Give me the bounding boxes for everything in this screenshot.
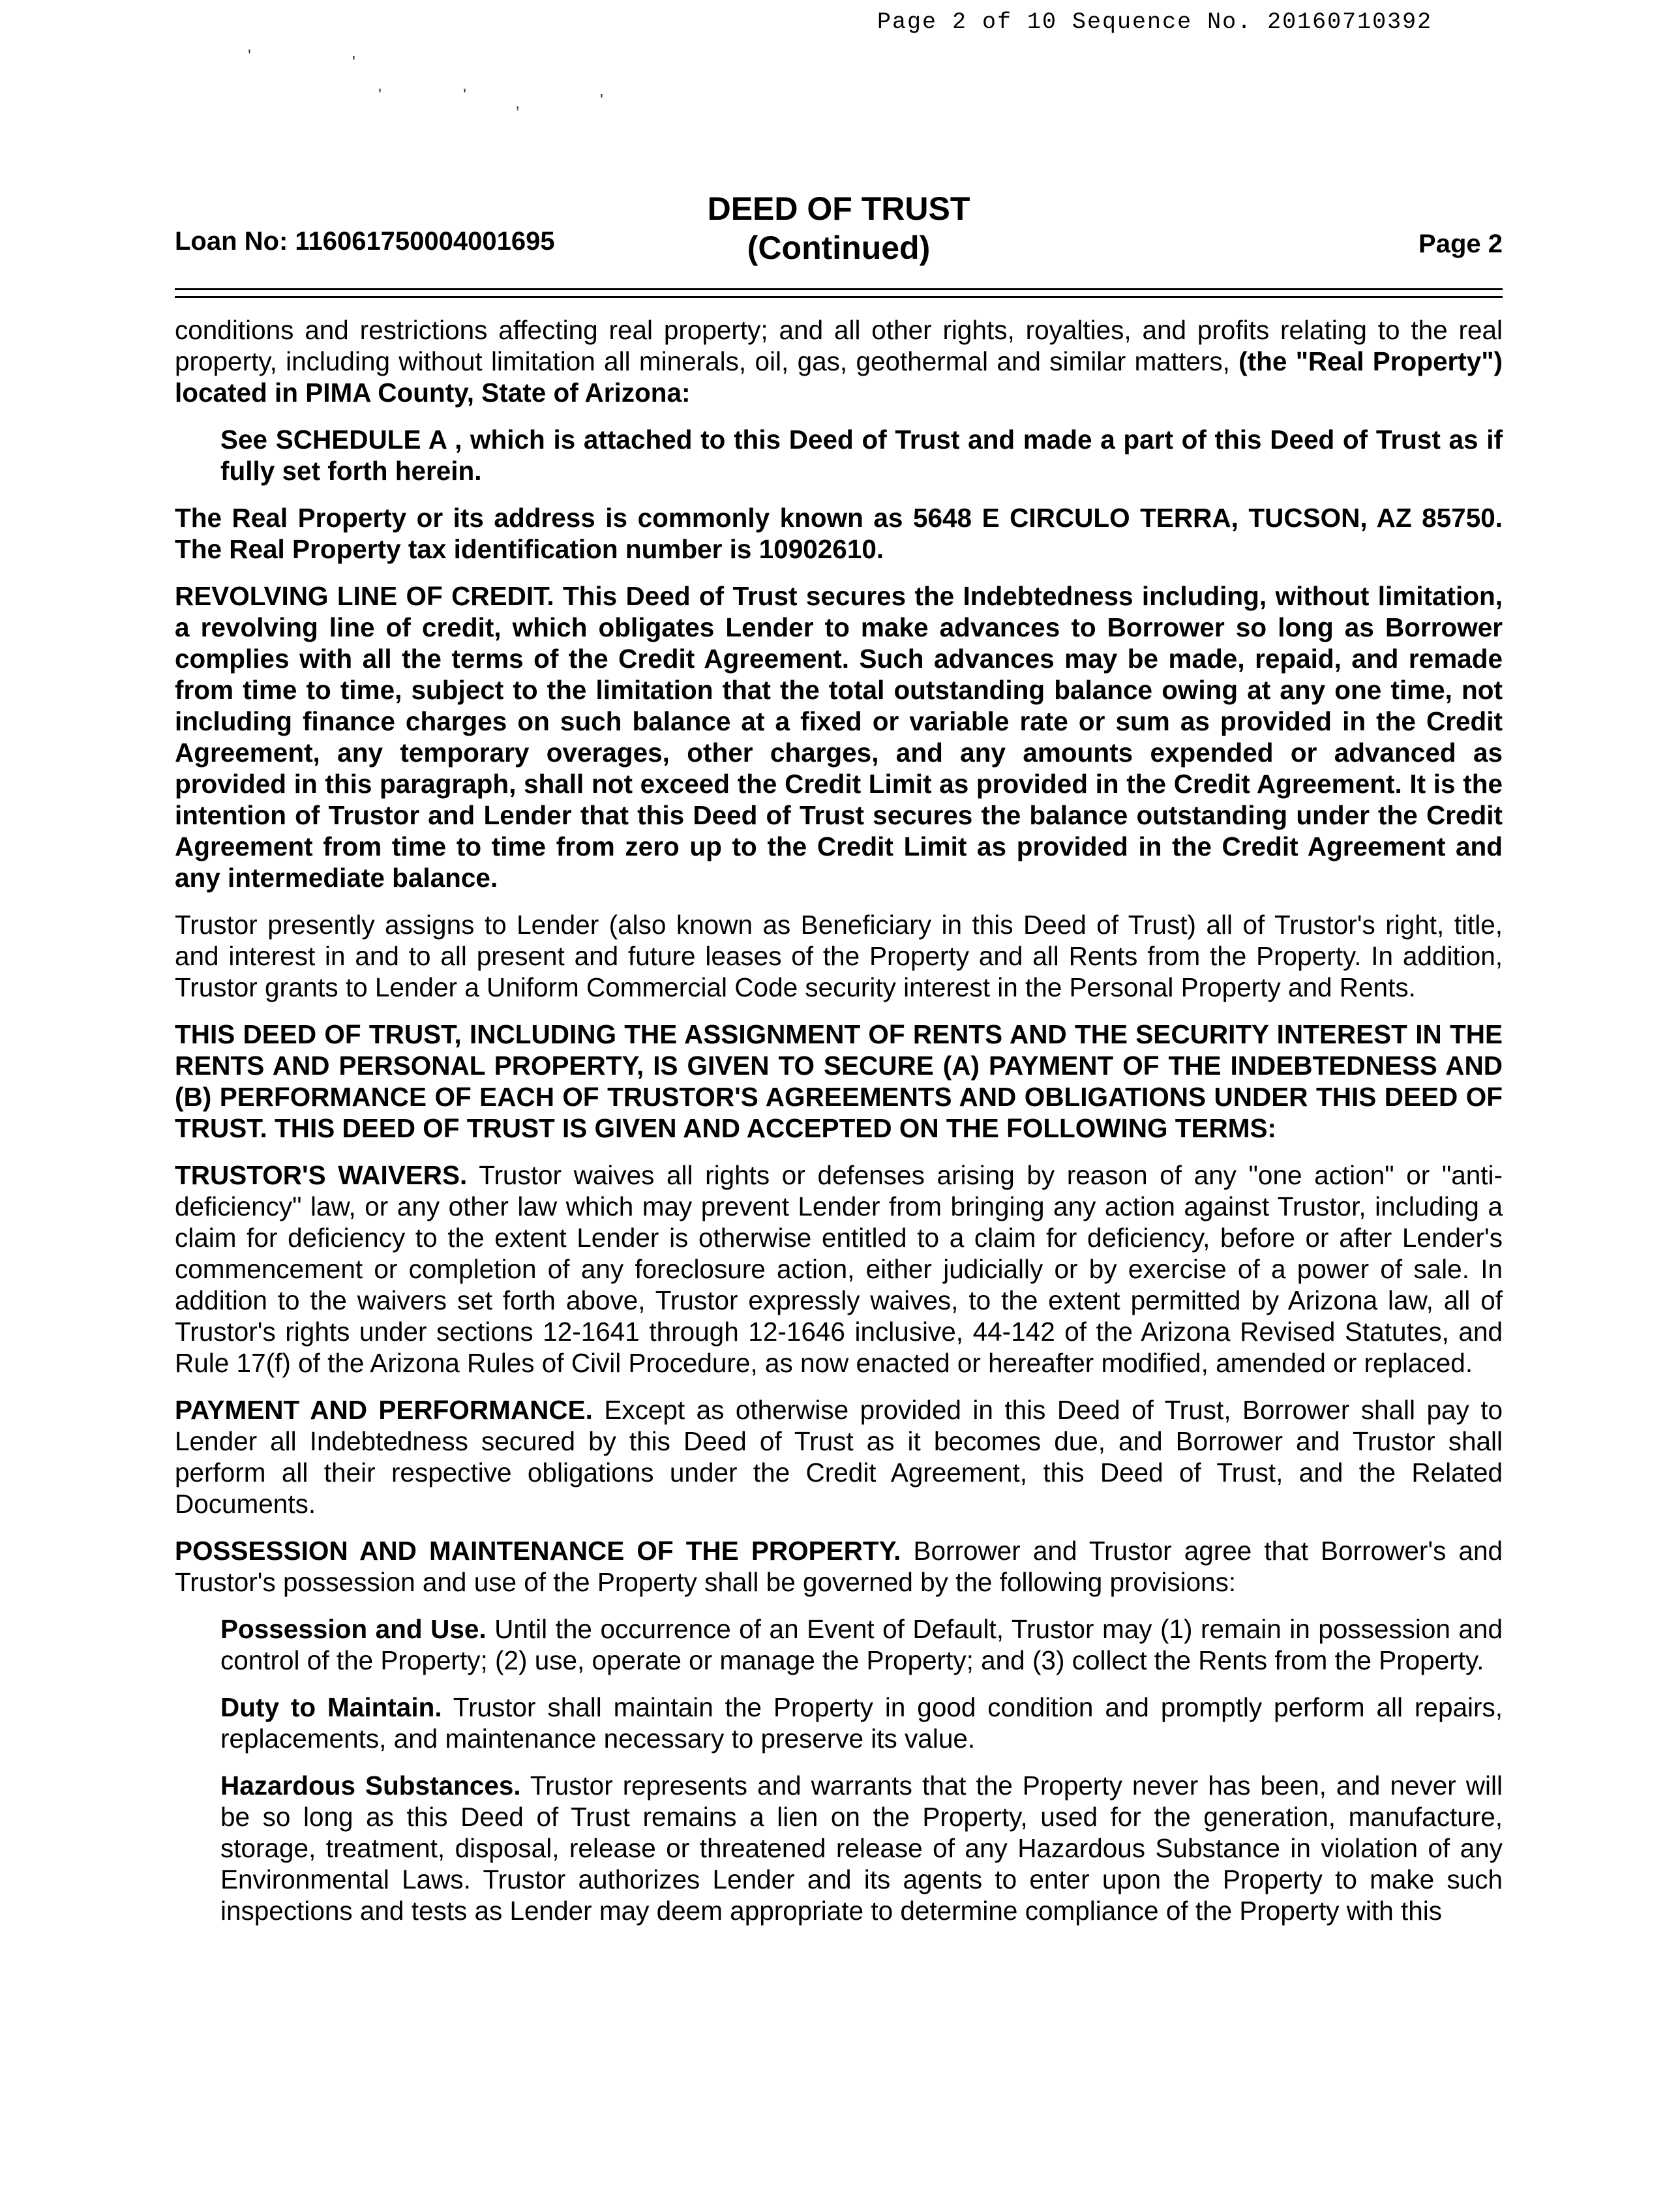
- header-rule-top: [175, 288, 1503, 290]
- header-rule-bottom: [175, 296, 1503, 298]
- scan-specks: ' ' ' ' , ': [248, 46, 603, 112]
- paragraph-possession-and-use: Possession and Use. Until the occurrence of an Event of Default, Trustor may (1) remain in possession and control of the Property; (2) use, operate or manage the Property; and (3) collect the Rents from the Property.: [220, 1614, 1503, 1675]
- section-heading: POSSESSION AND MAINTENANCE OF THE PROPERTY.: [175, 1536, 901, 1566]
- paragraph-revolving-line-of-credit: REVOLVING LINE OF CREDIT. This Deed of Trust secures the Indebtedness including, without limitation, a revolving line of credit, which obligates Lender to make advances to Borrower so long as Borrower complies with all the terms of the Credit Agreement. Such advances may be made, repaid, and remade from time to time, subject to the limitation that the total outstanding balance owing at any one time, not including finance charges on such balance at a fixed or variable rate or sum as provided in the Credit Agreement, any temporary overages, other charges, and any amounts expended or advanced as provided in this paragraph, shall not exceed the Credit Limit as provided in the Credit Agreement. It is the intention of Trustor and Lender that this Deed of Trust secures the balance outstanding under the Credit Agreement from time to time from zero up to the Credit Limit as provided in the Credit Agreement and any intermediate balance.: [175, 581, 1503, 893]
- paragraph-trustors-waivers: TRUSTOR'S WAIVERS. Trustor waives all rights or defenses arising by reason of any "one action" or "anti-deficiency" law, or any other law which may prevent Lender from bringing any action against Trustor, including a claim for deficiency to the extent Lender is otherwise entitled to a claim for deficiency, before or after Lender's commencement or completion of any foreclosure action, either judicially or by exercise of a power of sale. In addition to the waivers set forth above, Trustor expressly waives, to the extent permitted by Arizona law, all of Trustor's rights under sections 12-1641 through 12-1646 inclusive, 44-142 of the Arizona Revised Statutes, and Rule 17(f) of the Arizona Rules of Civil Procedure, as now enacted or hereafter modified, amended or replaced.: [175, 1160, 1503, 1378]
- loan-number: Loan No: 116061750004001695: [175, 227, 555, 256]
- title-line-1: DEED OF TRUST: [707, 190, 970, 227]
- page-sequence-stamp: Page 2 of 10 Sequence No. 20160710392: [877, 9, 1433, 35]
- title-line-2: (Continued): [747, 230, 931, 266]
- subsection-heading: Possession and Use.: [220, 1614, 487, 1644]
- section-heading: TRUSTOR'S WAIVERS.: [175, 1160, 468, 1190]
- page-number: Page 2: [1418, 230, 1503, 258]
- document-body: [175, 314, 1503, 1942]
- paragraph-schedule-a: See SCHEDULE A , which is attached to this Deed of Trust and made a part of this Deed of Trust as if fully set forth herein.: [220, 425, 1503, 486]
- section-heading: PAYMENT AND PERFORMANCE.: [175, 1395, 593, 1425]
- paragraph-assignment: Trustor presently assigns to Lender (also known as Beneficiary in this Deed of Trust) all of Trustor's right, title, and interest in and to all present and future leases of the Property and all Rents from the Property. In addition, Trustor grants to Lender a Uniform Commercial Code security interest in the Personal Property and Rents.: [175, 910, 1503, 1002]
- paragraph-real-property: conditions and restrictions affecting real property; and all other rights, royalties, and profits relating to the real property, including without limitation all minerals, oil, gas, geothermal and similar matters, (the "Real Property") located in PIMA County, State of Arizona:: [175, 315, 1503, 408]
- document-header: [175, 183, 1503, 274]
- subsection-heading: Hazardous Substances.: [220, 1771, 521, 1801]
- document-title: [175, 189, 1503, 267]
- paragraph-possession-and-maintenance: POSSESSION AND MAINTENANCE OF THE PROPERTY. Borrower and Trustor agree that Borrower's and Trustor's possession and use of the Property shall be governed by the following provisions:: [175, 1536, 1503, 1597]
- paragraph-hazardous-substances: Hazardous Substances. Trustor represents and warrants that the Property never has been, and never will be so long as this Deed of Trust remains a lien on the Property, used for the generation, manufacture, storage, treatment, disposal, release or threatened release of any Hazardous Substance in violation of any Environmental Laws. Trustor authorizes Lender and its agents to enter upon the Property to make such inspections and tests as Lender may deem appropriate to determine compliance of the Property with this: [220, 1771, 1503, 1926]
- paragraph-property-address: The Real Property or its address is commonly known as 5648 E CIRCULO TERRA, TUCSON, AZ 85750. The Real Property tax identification number is 10902610.: [175, 503, 1503, 564]
- section-heading: REVOLVING LINE OF CREDIT.: [175, 581, 554, 611]
- paragraph-payment-and-performance: PAYMENT AND PERFORMANCE. Except as otherwise provided in this Deed of Trust, Borrower shall pay to Lender all Indebtedness secured by this Deed of Trust as it becomes due, and Borrower and Trustor shall perform all their respective obligations under the Credit Agreement, this Deed of Trust, and the Related Documents.: [175, 1395, 1503, 1519]
- paragraph-duty-to-maintain: Duty to Maintain. Trustor shall maintain the Property in good condition and promptly perform all repairs, replacements, and maintenance necessary to preserve its value.: [220, 1692, 1503, 1754]
- paragraph-terms-statement: THIS DEED OF TRUST, INCLUDING THE ASSIGNMENT OF RENTS AND THE SECURITY INTEREST IN THE RENTS AND PERSONAL PROPERTY, IS GIVEN TO SECURE (A) PAYMENT OF THE INDEBTEDNESS AND (B) PERFORMANCE OF EACH OF TRUSTOR'S AGREEMENTS AND OBLIGATIONS UNDER THIS DEED OF TRUST. THIS DEED OF TRUST IS GIVEN AND ACCEPTED ON THE FOLLOWING TERMS:: [175, 1019, 1503, 1143]
- subsection-heading: Duty to Maintain.: [220, 1692, 442, 1722]
